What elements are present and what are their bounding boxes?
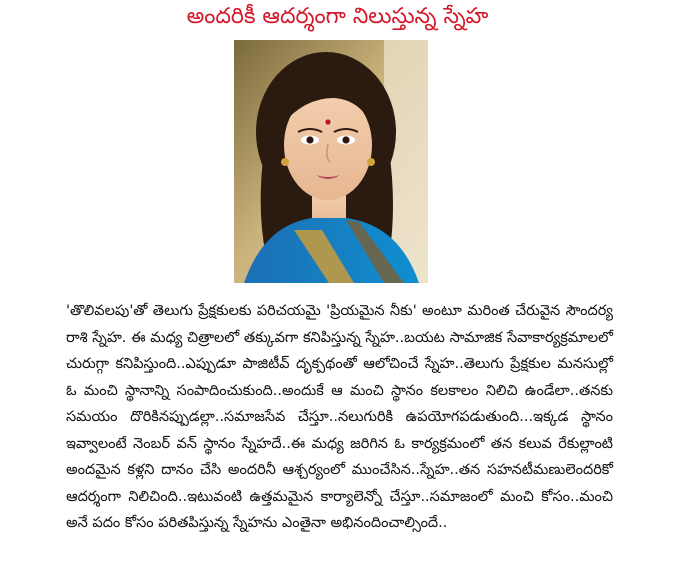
- article-photo: [234, 40, 428, 283]
- article-headline: అందరికీ ఆదర్శంగా నిలుస్తున్న స్నేహ: [186, 4, 489, 29]
- article-paragraph: 'తొలివలపు'తో తెలుగు ప్రేక్షకులకు పరిచయమై 'ప్రియమైన నీకు' అంటూ మరింత చేరువైన సౌందర్య రాశి స్నేహ. ఈ మధ్య చిత్రాలలో తక్కువగా కనిపిస్తున్న స్నేహ..బయట సామాజిక సేవాకార్యక్రమాలలో చురుగ్గా కనిపిస్తుంది..ఎప్పుడూ పాజిటీవ్ దృక్పథంతో ఆలోచించే స్నేహ..తెలుగు ప్రేక్షకుల మనసుల్లో ఓ మంచి స్థానాన్ని సంపాదించుకుంది..అందుకే ఆ మంచి స్థానం కలకాలం నిలిచి ఉండేలా..తనకు సమయం దొరికినప్పుడల్లా..సమాజసేవ చేస్తూ..నలుగురికి ఉపయోగపడుతుంది...ఇక్కడ స్థానం ఇవ్వాలంటే నెంబర్ వన్ స్థానం స్నేహదే..ఈ మధ్య జరిగిన ఓ కార్యక్రమంలో తన కలువ రేకుల్లాంటి అందమైన కళ్లని దానం చేసి అందరినీ ఆశ్చర్యంలో ముంచేసిన..స్నేహ..తన సహనటీమణులెందరికో ఆదర్శంగా నిలిచింది..ఇటువంటి ఉత్తమమైన కార్యాలెన్నో చేస్తూ..సమాజంలో మంచి కోసం..మంచి అనే పదం కోసం పరితపిస్తున్న స్నేహను ఎంతైనా అభినందించాల్సిందే..: [66, 303, 613, 531]
- article-body: [66, 298, 613, 537]
